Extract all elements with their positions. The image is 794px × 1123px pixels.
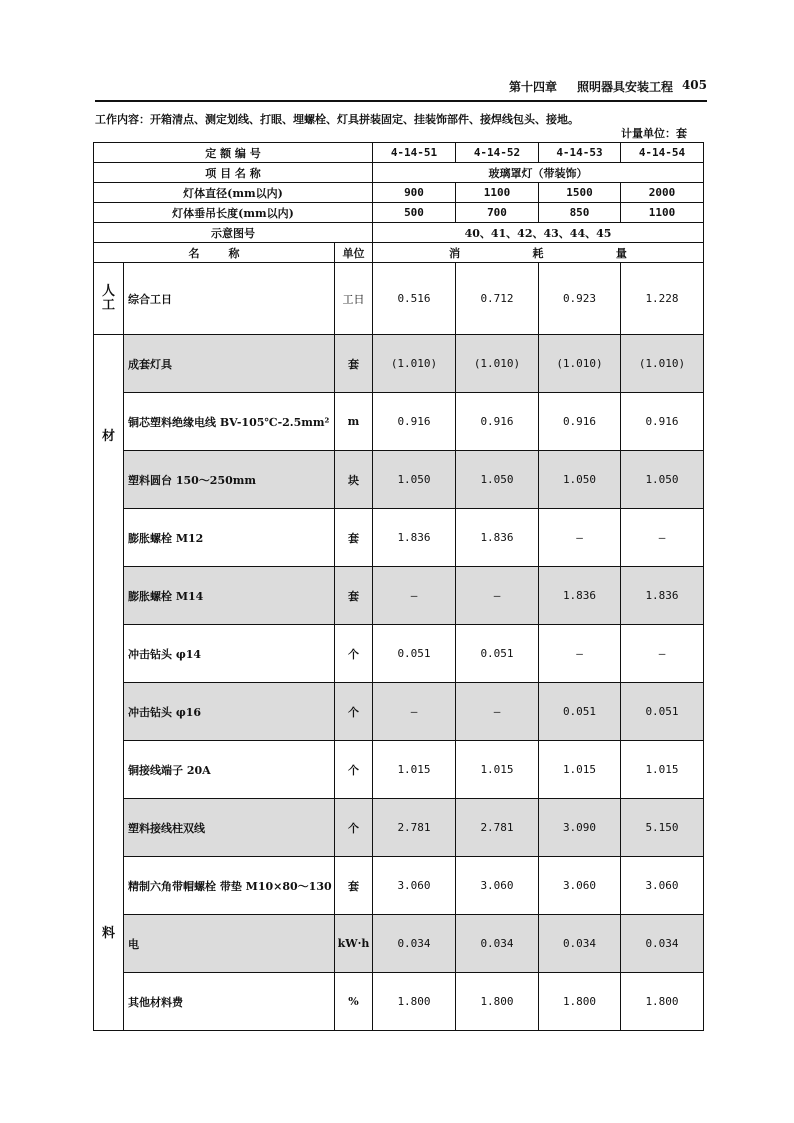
material-value: (1.010) bbox=[373, 335, 456, 393]
material-name: 膨胀螺栓 M12 bbox=[124, 509, 335, 567]
material-category bbox=[94, 335, 124, 1031]
material-unit: 套 bbox=[335, 335, 373, 393]
material-value: 0.051 bbox=[539, 683, 621, 741]
material-row bbox=[94, 857, 704, 915]
material-value: 0.034 bbox=[456, 915, 539, 973]
material-value: 1.836 bbox=[539, 567, 621, 625]
material-value: 1.836 bbox=[373, 509, 456, 567]
material-unit: kW·h bbox=[335, 915, 373, 973]
material-value: 0.051 bbox=[456, 625, 539, 683]
length-label: 灯体垂吊长度(mm以内) bbox=[94, 203, 373, 223]
material-value: — bbox=[373, 567, 456, 625]
material-value: 1.800 bbox=[456, 973, 539, 1031]
unit-column-header: 单位 bbox=[335, 243, 373, 263]
code-cell: 4-14-54 bbox=[621, 143, 704, 163]
diagram-value: 40、41、42、43、44、45 bbox=[373, 223, 704, 243]
material-value: — bbox=[373, 683, 456, 741]
material-row bbox=[94, 509, 704, 567]
material-value: 1.800 bbox=[621, 973, 704, 1031]
length-cell: 1100 bbox=[621, 203, 704, 223]
material-value: 1.800 bbox=[373, 973, 456, 1031]
consumption-header-char: 量 bbox=[615, 246, 627, 260]
material-value: (1.010) bbox=[539, 335, 621, 393]
labor-category-char: 人 bbox=[101, 283, 115, 299]
labor-category bbox=[94, 263, 124, 335]
material-value: 0.916 bbox=[621, 393, 704, 451]
consumption-header-char: 消 bbox=[449, 246, 461, 260]
material-value: — bbox=[539, 509, 621, 567]
material-row bbox=[94, 799, 704, 857]
material-value: 2.781 bbox=[456, 799, 539, 857]
material-name: 膨胀螺栓 M14 bbox=[124, 567, 335, 625]
column-header-row bbox=[94, 243, 704, 263]
name-header-char: 称 bbox=[228, 246, 240, 260]
length-row bbox=[94, 203, 704, 223]
work-content-label: 工作内容： bbox=[95, 113, 150, 126]
material-value: 3.060 bbox=[621, 857, 704, 915]
consumption-column-header bbox=[373, 243, 704, 263]
labor-row bbox=[94, 263, 704, 335]
material-value: 0.916 bbox=[456, 393, 539, 451]
diameter-cell: 1500 bbox=[539, 183, 621, 203]
material-value: 3.060 bbox=[456, 857, 539, 915]
diagram-label: 示意图号 bbox=[94, 223, 373, 243]
material-unit: 个 bbox=[335, 625, 373, 683]
material-value: 1.800 bbox=[539, 973, 621, 1031]
material-value: 1.015 bbox=[373, 741, 456, 799]
material-value: — bbox=[621, 625, 704, 683]
material-unit: 个 bbox=[335, 741, 373, 799]
material-value: 0.916 bbox=[539, 393, 621, 451]
material-row bbox=[94, 741, 704, 799]
length-cell: 850 bbox=[539, 203, 621, 223]
labor-value: 0.923 bbox=[539, 263, 621, 335]
material-value: — bbox=[621, 509, 704, 567]
unit-note: 计量单位：套 bbox=[621, 127, 687, 140]
material-value: 5.150 bbox=[621, 799, 704, 857]
material-row bbox=[94, 683, 704, 741]
material-unit: 套 bbox=[335, 857, 373, 915]
material-name: 冲击钻头 φ14 bbox=[124, 625, 335, 683]
material-name: 铜芯塑料绝缘电线 BV-105℃-2.5mm² bbox=[124, 393, 335, 451]
material-row bbox=[94, 973, 704, 1031]
material-unit: 套 bbox=[335, 567, 373, 625]
material-value: 0.051 bbox=[621, 683, 704, 741]
material-value: 0.034 bbox=[621, 915, 704, 973]
diameter-cell: 900 bbox=[373, 183, 456, 203]
material-value: 0.034 bbox=[373, 915, 456, 973]
material-name: 铜接线端子 20A bbox=[124, 741, 335, 799]
material-name: 成套灯具 bbox=[124, 335, 335, 393]
work-content bbox=[95, 113, 615, 126]
quota-table bbox=[93, 142, 704, 1031]
material-row bbox=[94, 393, 704, 451]
material-unit: 个 bbox=[335, 683, 373, 741]
code-cell: 4-14-53 bbox=[539, 143, 621, 163]
material-value: — bbox=[539, 625, 621, 683]
chapter-label: 第十四章 bbox=[508, 80, 557, 94]
material-name: 其他材料费 bbox=[124, 973, 335, 1031]
material-value: 1.015 bbox=[539, 741, 621, 799]
material-value: 1.050 bbox=[456, 451, 539, 509]
material-value: — bbox=[456, 683, 539, 741]
material-row bbox=[94, 335, 704, 393]
diameter-label: 灯体直径(mm以内) bbox=[94, 183, 373, 203]
labor-value: 0.712 bbox=[456, 263, 539, 335]
name-column-header bbox=[94, 243, 335, 263]
labor-value: 0.516 bbox=[373, 263, 456, 335]
material-value: 1.050 bbox=[373, 451, 456, 509]
material-row bbox=[94, 625, 704, 683]
code-cell: 4-14-51 bbox=[373, 143, 456, 163]
material-value: 1.050 bbox=[539, 451, 621, 509]
material-name: 电 bbox=[124, 915, 335, 973]
material-name: 塑料接线柱双线 bbox=[124, 799, 335, 857]
material-value: 3.060 bbox=[373, 857, 456, 915]
material-value: 0.034 bbox=[539, 915, 621, 973]
material-unit: 块 bbox=[335, 451, 373, 509]
labor-category-char: 工 bbox=[101, 297, 115, 313]
material-unit: % bbox=[335, 973, 373, 1031]
material-value: 1.836 bbox=[456, 509, 539, 567]
material-name: 塑料圆台 150～250mm bbox=[124, 451, 335, 509]
material-value: 0.916 bbox=[373, 393, 456, 451]
code-cell: 4-14-52 bbox=[456, 143, 539, 163]
material-value: — bbox=[456, 567, 539, 625]
material-unit: 个 bbox=[335, 799, 373, 857]
labor-name: 综合工日 bbox=[124, 263, 335, 335]
diameter-row bbox=[94, 183, 704, 203]
quota-label: 定 额 编 号 bbox=[94, 143, 373, 163]
project-name-row bbox=[94, 163, 704, 183]
material-name: 精制六角带帽螺栓 带垫 M10×80～130 bbox=[124, 857, 335, 915]
material-value: (1.010) bbox=[621, 335, 704, 393]
material-unit: 套 bbox=[335, 509, 373, 567]
length-cell: 700 bbox=[456, 203, 539, 223]
project-name: 玻璃罩灯（带装饰） bbox=[373, 163, 704, 183]
project-label: 项 目 名 称 bbox=[94, 163, 373, 183]
length-cell: 500 bbox=[373, 203, 456, 223]
chapter-title: 照明器具安装工程 bbox=[576, 80, 673, 94]
material-row bbox=[94, 915, 704, 973]
material-value: (1.010) bbox=[456, 335, 539, 393]
material-value: 2.781 bbox=[373, 799, 456, 857]
material-name: 冲击钻头 φ16 bbox=[124, 683, 335, 741]
page-number: 405 bbox=[681, 78, 707, 92]
material-unit: m bbox=[335, 393, 373, 451]
material-value: 3.090 bbox=[539, 799, 621, 857]
material-row bbox=[94, 451, 704, 509]
labor-unit: 工日 bbox=[335, 263, 373, 335]
material-value: 1.015 bbox=[456, 741, 539, 799]
material-row bbox=[94, 567, 704, 625]
diameter-cell: 1100 bbox=[456, 183, 539, 203]
material-category-char: 材 bbox=[101, 428, 115, 444]
quota-code-row bbox=[94, 143, 704, 163]
material-value: 0.051 bbox=[373, 625, 456, 683]
name-header-char: 名 bbox=[188, 246, 200, 260]
diagram-row bbox=[94, 223, 704, 243]
diameter-cell: 2000 bbox=[621, 183, 704, 203]
page-header bbox=[95, 72, 707, 102]
work-content-text: 开箱清点、测定划线、打眼、埋螺栓、灯具拼装固定、挂装饰部件、接焊线包头、接地。 bbox=[150, 113, 579, 126]
material-value: 1.050 bbox=[621, 451, 704, 509]
labor-value: 1.228 bbox=[621, 263, 704, 335]
consumption-header-char: 耗 bbox=[532, 246, 544, 260]
material-value: 1.015 bbox=[621, 741, 704, 799]
material-value: 3.060 bbox=[539, 857, 621, 915]
material-value: 1.836 bbox=[621, 567, 704, 625]
material-category-char: 料 bbox=[101, 925, 115, 941]
